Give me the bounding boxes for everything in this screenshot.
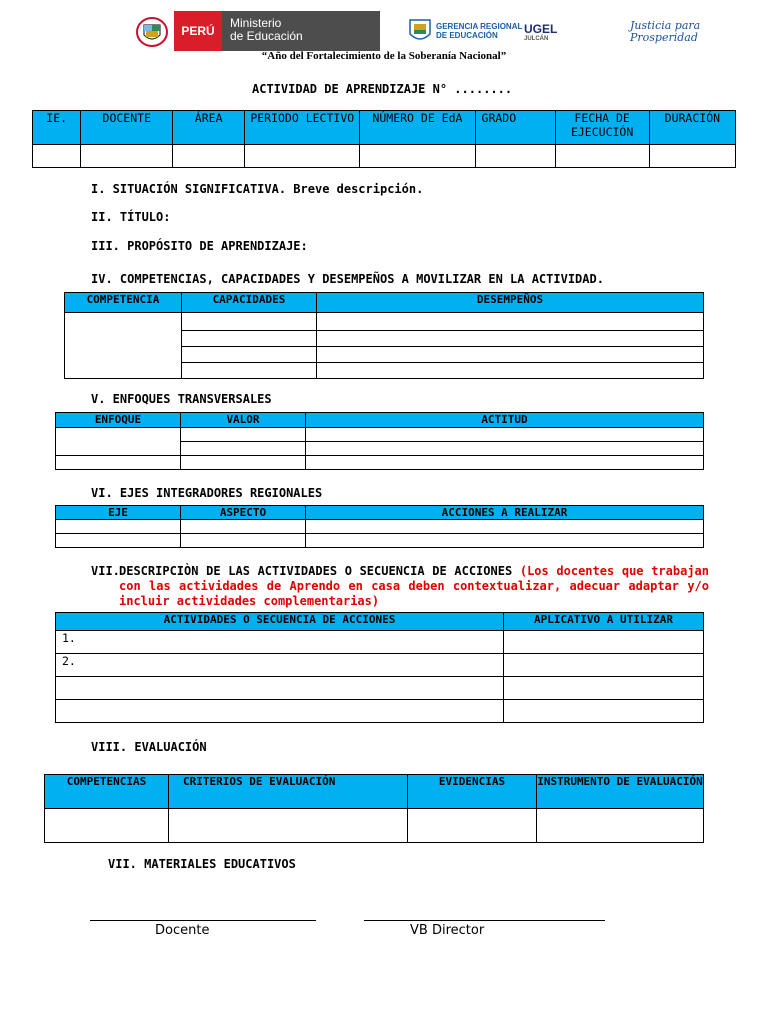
input-cell[interactable] — [181, 456, 306, 470]
section-6-heading: VI. EJES INTEGRADORES REGIONALES — [91, 486, 323, 500]
input-cell[interactable] — [317, 331, 704, 347]
input-cell[interactable] — [33, 145, 81, 168]
header-cell: EVIDENCIAS — [408, 775, 537, 809]
header-cell: PERIODO LECTIVO — [245, 111, 360, 145]
director-signature-label: VB Director — [410, 923, 485, 938]
header-cell: ACCIONES A REALIZAR — [306, 506, 704, 520]
input-cell[interactable] — [504, 631, 704, 654]
regional-crest-icon — [408, 18, 432, 44]
input-cell[interactable] — [306, 520, 704, 534]
header-cell: ACTITUD — [306, 413, 704, 428]
section-7-heading — [119, 564, 709, 609]
ugel-logo — [524, 22, 557, 42]
input-cell[interactable] — [504, 654, 704, 677]
input-cell[interactable] — [81, 145, 173, 168]
competencies-table — [64, 292, 704, 379]
header-cell: IE. — [33, 111, 81, 145]
regional-logo — [408, 18, 522, 44]
activity-cell[interactable]: 1. — [56, 631, 504, 654]
regional-line-1: GERENCIA REGIONAL — [436, 22, 523, 31]
input-cell[interactable] — [182, 347, 317, 363]
info-table — [32, 110, 736, 168]
input-cell[interactable] — [306, 456, 704, 470]
header-cell: EJE — [56, 506, 181, 520]
header-cell: FECHA DE EJECUCIÓN — [555, 111, 649, 145]
teacher-signature-label: Docente — [155, 923, 210, 938]
header-cell: ÁREA — [173, 111, 245, 145]
minedu-logo — [130, 11, 380, 51]
input-cell[interactable] — [169, 809, 408, 843]
header-cell: DURACIÓN — [649, 111, 735, 145]
input-cell[interactable] — [504, 700, 704, 723]
header-cell: ASPECTO — [181, 506, 306, 520]
slogan-logo — [630, 20, 700, 44]
header-cell: ENFOQUE — [56, 413, 181, 428]
input-cell[interactable] — [360, 145, 475, 168]
header-cell: ACTIVIDADES O SECUENCIA DE ACCIONES — [56, 613, 504, 631]
evaluation-table — [44, 774, 704, 843]
teacher-signature-line[interactable] — [90, 920, 316, 921]
input-cell[interactable] — [649, 145, 735, 168]
header-cell: INSTRUMENTO DE EVALUACIÓN — [537, 775, 704, 809]
section-7-note: (Los docentes que trabajan con las actividades de Aprendo en casa deben contextualizar, adecuar adaptar y/o incluir actividades complementarias) — [119, 564, 709, 608]
input-cell[interactable] — [56, 428, 181, 456]
section-9-heading: VII. MATERIALES EDUCATIVOS — [108, 857, 296, 871]
header-cell: APLICATIVO A UTILIZAR — [504, 613, 704, 631]
slogan-line-1: Justicia para — [630, 19, 701, 32]
input-cell[interactable] — [504, 677, 704, 700]
national-shield-icon — [130, 11, 174, 51]
input-cell[interactable] — [182, 331, 317, 347]
director-signature-line[interactable] — [364, 920, 605, 921]
ugel-sub: JULCÁN — [524, 36, 549, 42]
input-cell[interactable] — [555, 145, 649, 168]
header-cell: COMPETENCIAS — [45, 775, 169, 809]
input-cell[interactable] — [245, 145, 360, 168]
section-3-heading: III. PROPÓSITO DE APRENDIZAJE: — [91, 239, 308, 253]
peru-label: PERÚ — [174, 11, 222, 51]
section-1-heading: I. SITUACIÓN SIGNIFICATIVA. Breve descripción. — [91, 182, 424, 196]
approaches-table — [55, 412, 704, 470]
regional-line-2: DE EDUCACIÓN — [436, 31, 498, 40]
input-cell[interactable] — [306, 534, 704, 548]
slogan-line-2: Prosperidad — [630, 31, 698, 44]
section-7-label: VII. — [91, 564, 120, 578]
ministry-label — [222, 11, 380, 51]
input-cell[interactable] — [181, 428, 306, 442]
header-cell: DESEMPEÑOS — [317, 293, 704, 313]
header-cell: VALOR — [181, 413, 306, 428]
section-7-title: DESCRIPCIÒN DE LAS ACTIVIDADES O SECUENCIA DE ACCIONES — [119, 564, 513, 578]
header-cell: CRITERIOS DE EVALUACIÓN — [169, 775, 408, 809]
input-cell[interactable] — [56, 520, 181, 534]
header-cell: CAPACIDADES — [182, 293, 317, 313]
input-cell[interactable] — [317, 313, 704, 331]
activity-cell[interactable] — [56, 677, 504, 700]
input-cell[interactable] — [182, 363, 317, 379]
input-cell[interactable] — [306, 442, 704, 456]
section-8-heading: VIII. EVALUACIÓN — [91, 740, 207, 754]
input-cell[interactable] — [181, 442, 306, 456]
document-title: ACTIVIDAD DE APRENDIZAJE N° ........ — [252, 82, 513, 96]
section-5-heading: V. ENFOQUES TRANSVERSALES — [91, 392, 272, 406]
input-cell[interactable] — [65, 313, 182, 379]
input-cell[interactable] — [181, 520, 306, 534]
input-cell[interactable] — [56, 534, 181, 548]
input-cell[interactable] — [56, 456, 181, 470]
input-cell[interactable] — [45, 809, 169, 843]
header-cell: GRADO — [475, 111, 555, 145]
section-2-heading: II. TÍTULO: — [91, 210, 171, 224]
header-cell: DOCENTE — [81, 111, 173, 145]
input-cell[interactable] — [306, 428, 704, 442]
input-cell[interactable] — [475, 145, 555, 168]
activity-cell[interactable] — [56, 700, 504, 723]
motto: “Año del Fortalecimiento de la Soberanía Nacional” — [261, 50, 507, 62]
activities-table — [55, 612, 704, 723]
header-cell: COMPETENCIA — [65, 293, 182, 313]
ministry-line-2: de Educación — [230, 29, 303, 43]
input-cell[interactable] — [537, 809, 704, 843]
input-cell[interactable] — [317, 363, 704, 379]
input-cell[interactable] — [182, 313, 317, 331]
input-cell[interactable] — [408, 809, 537, 843]
regional-text — [436, 22, 522, 40]
axes-table — [55, 505, 704, 548]
section-4-heading: IV. COMPETENCIAS, CAPACIDADES Y DESEMPEÑOS A MOVILIZAR EN LA ACTIVIDAD. — [91, 272, 604, 286]
activity-cell[interactable]: 2. — [56, 654, 504, 677]
input-cell[interactable] — [317, 347, 704, 363]
ministry-line-1: Ministerio — [230, 16, 282, 30]
header-logos — [0, 8, 768, 48]
ugel-label: UGEL — [524, 22, 558, 36]
input-cell[interactable] — [173, 145, 245, 168]
input-cell[interactable] — [181, 534, 306, 548]
header-cell: NÚMERO DE EdA — [360, 111, 475, 145]
